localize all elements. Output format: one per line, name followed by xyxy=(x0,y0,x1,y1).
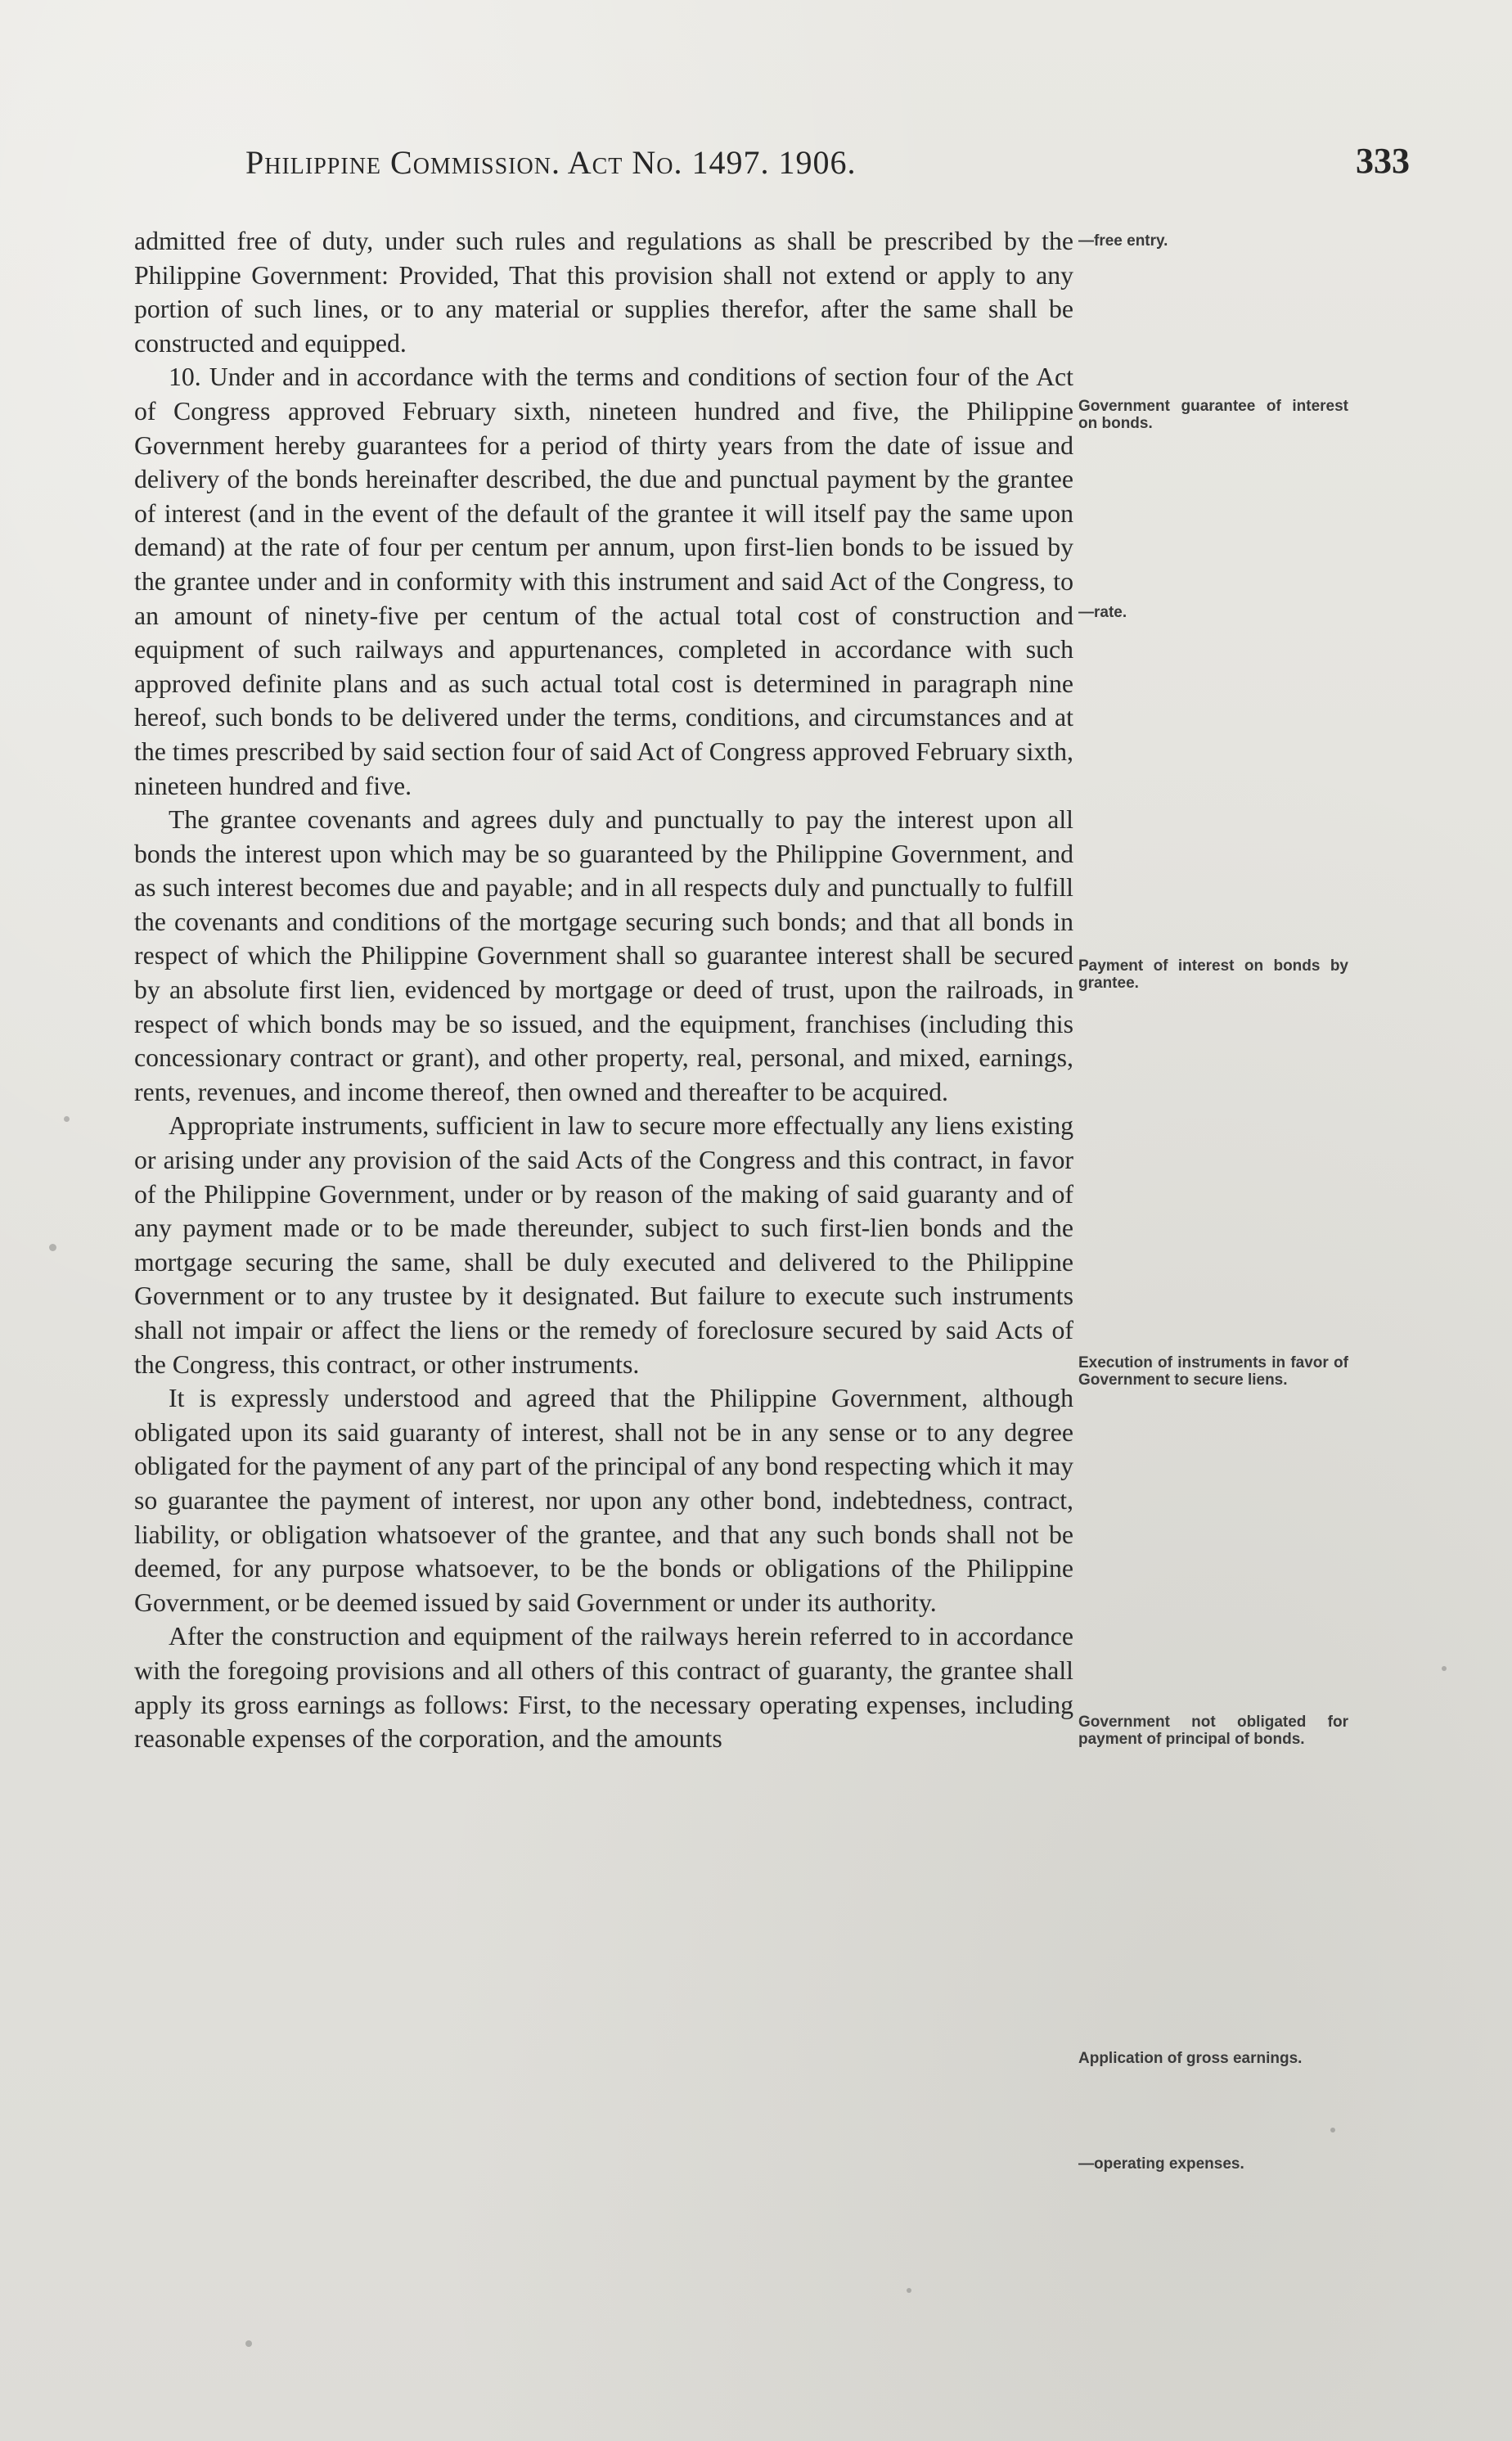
margin-note-guarantee: Government guarantee of interest on bonds. xyxy=(1078,398,1348,432)
paragraph-not-obligated: It is expressly understood and agreed that the Philippine Government, although obligated upon its said guaranty of interest, shall not be in any sense or to any degree obligated for the payment of any part of the principal of any bond respecting which it may so guarantee the payment of interest, nor upon any other bond, indebtedness, contract, liability, or obligation whatsoever of the grantee, and that any such bonds shall not be deemed, for any purpose whatsoever, to be the bonds or obligations of the Philippine Government, or be deemed issued by said Government or under its authority. xyxy=(134,1384,1073,1617)
margin-notes xyxy=(1078,0,1357,2441)
margin-note-payment-of-interest: Payment of interest on bonds by grantee. xyxy=(1078,957,1348,992)
paragraph-covenants: The grantee covenants and agrees duly and punctually to pay the interest upon all bonds the interest upon which may be so guaranteed by the Philippine Government, and as such interest becomes due and payable; and in all respects duly and punctually to fulfill the covenants and conditions of the mortgage securing such bonds; and that all bonds in respect of which the Philippine Government shall so guarantee interest shall be secured by an absolute first lien, evidenced by mortgage or deed of trust, upon the railroads, in respect of which bonds may be so issued, and the equipment, franchises (including this concessionary contract or grant), and other property, real, personal, and mixed, earnings, rents, revenues, and income thereof, then owned and thereafter to be acquired. xyxy=(134,805,1073,1106)
paper-speck xyxy=(907,2288,911,2293)
paper-speck xyxy=(49,1244,56,1251)
running-title: Philippine Commission. Act No. 1497. 1906. xyxy=(245,144,857,181)
margin-note-application-of-earnings: Application of gross earnings. xyxy=(1078,2050,1303,2067)
paragraph-gross-earnings: After the construction and equipment of the railways herein referred to in accordance with the foregoing provisions and all others of this contract of guaranty, the grantee shall apply its gross earnings as follows: First, to the necessary operating expenses, including reasonable expenses of the corporation, and the amounts xyxy=(134,1622,1073,1754)
paragraph-free-entry: admitted free of duty, under such rules and regulations as shall be prescribed by the Philippine Government: Provided, That this provision shall not extend or apply to any portion of such lines, or to any material or supplies therefor, after the same shall be constructed and equipped. xyxy=(134,227,1073,358)
margin-note-not-obligated: Government not obligated for payment of principal of bonds. xyxy=(1078,1714,1348,1748)
margin-note-execution-of-instruments: Execution of instruments in favor of Government to secure liens. xyxy=(1078,1354,1348,1389)
paragraph-guarantee: 10. Under and in accordance with the terms and conditions of section four of the Act of Congress approved February sixth, nineteen hundred and five, the Philippine Government hereby guarantees for a period of thirty years from the date of issue and delivery of the bonds hereinafter described, the due and punctual payment by the grantee of interest (and in the event of the default of the grantee it will itself pay the same upon demand) at the rate of four per centum per annum, upon first-lien bonds to be issued by the grantee under and in conformity with this instrument and said Act of the Congress, to an amount of ninety-five per centum of the actual total cost of construction and equipment of such railways and appurtenances, completed in accordance with such approved definite plans and as such actual total cost is determined in paragraph nine hereof, such bonds to be delivered under the terms, conditions, and circumstances and at the times prescribed by said section four of said Act of Congress approved February sixth, nineteen hundred and five. xyxy=(134,363,1073,800)
margin-note-rate: —rate. xyxy=(1078,604,1127,621)
margin-note-operating-expenses: —operating expenses. xyxy=(1078,2155,1244,2173)
paper-speck xyxy=(64,1116,70,1122)
paper-speck xyxy=(245,2340,252,2347)
paper-speck xyxy=(1330,2128,1335,2132)
margin-note-free-entry: —free entry. xyxy=(1078,232,1168,250)
body-text xyxy=(134,224,1073,1756)
paper-speck xyxy=(1442,1666,1447,1671)
page-number: 333 xyxy=(1356,141,1410,181)
paragraph-instruments: Appropriate instruments, sufficient in law to secure more effectually any liens existing or arising under any provision of the said Acts of the Congress and this contract, in favor of the Philippine Government, under or by reason of the making of said guaranty and of any payment made or to be made thereunder, subject to such first-lien bonds and the mortgage securing the same, shall be duly executed and delivered to the Philippine Government or to any trustee by it designated. But failure to execute such instruments shall not impair or affect the liens or the remedy of foreclosure secured by said Acts of the Congress, this contract, or other instruments. xyxy=(134,1111,1073,1379)
